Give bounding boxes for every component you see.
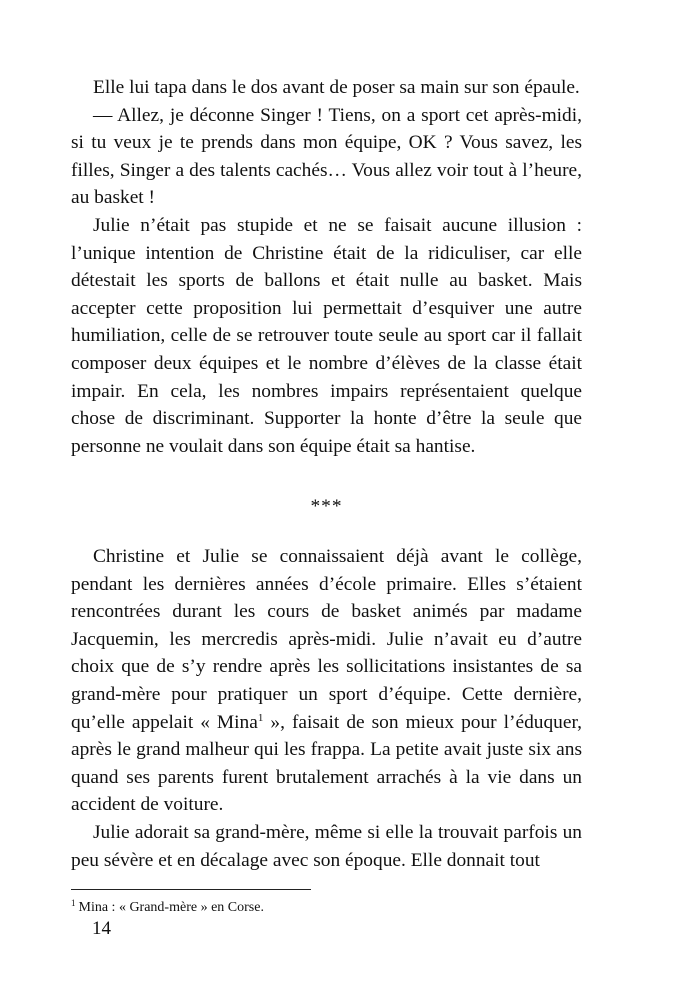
footnote-reference[interactable]: 1 — [257, 711, 264, 724]
paragraph-text: », faisait de son mieux pour l’éduquer, après le grand malheur qui les frappa. La petite avait juste six ans quand ses parents furent brutalement arrachés à la vie dans un accident de voiture. — [71, 711, 582, 816]
paragraph: — Allez, je déconne Singer ! Tiens, on a sport cet après-midi, si tu veux je te prends dans mon équipe, OK ? Vous savez, les filles, Singer a des talents cachés… Vous allez voir tout à l’heure, au basket ! — [71, 104, 582, 209]
footnote — [71, 899, 264, 917]
paragraph-text: Christine et Julie se connaissaient déjà avant le collège, pendant les dernières années d’école primaire. Elles s’étaient rencontrées durant les cours de basket animés par madame Jacquemin, les mercredis après-midi. Julie n’avait eu d’autre choix que de s’y rendre après les sollicitations insistantes de sa grand-mère pour pratiquer un sport d’équipe. Cette dernière, qu’elle appelait « Mina — [71, 546, 582, 733]
section-separator: *** — [310, 496, 343, 517]
footnote-text: Mina : « Grand-mère » en Corse. — [78, 900, 264, 915]
paragraph: Julie n’était pas stupide et ne se faisait aucune illusion : l’unique intention de Christine était de la ridiculiser, car elle détestait les sports de ballons et était nulle au basket. Mais accepter cette proposition lui permettait d’esquiver une autre humiliation, celle de se retrouver toute seule au sport car il fallait composer deux équipes et le nombre d’élèves de la classe était impair. En cela, les nombres impairs représentaient quelque chose de discriminant. Supporter la honte d’être la seule que personne ne voulait dans son équipe était sa hantise. — [71, 214, 582, 457]
footnote-divider — [71, 889, 311, 890]
paragraph: Julie adorait sa grand-mère, même si elle la trouvait parfois un peu sévère et en décalage avec son époque. Elle donnait tout — [71, 821, 582, 871]
footnote-marker: 1 — [71, 898, 76, 908]
paragraph-with-footnote — [71, 543, 582, 819]
text-block-bottom — [71, 543, 582, 874]
page-number: 14 — [92, 918, 111, 939]
paragraph: Elle lui tapa dans le dos avant de poser sa main sur son épaule. — [93, 77, 580, 98]
text-block-top — [71, 74, 582, 460]
